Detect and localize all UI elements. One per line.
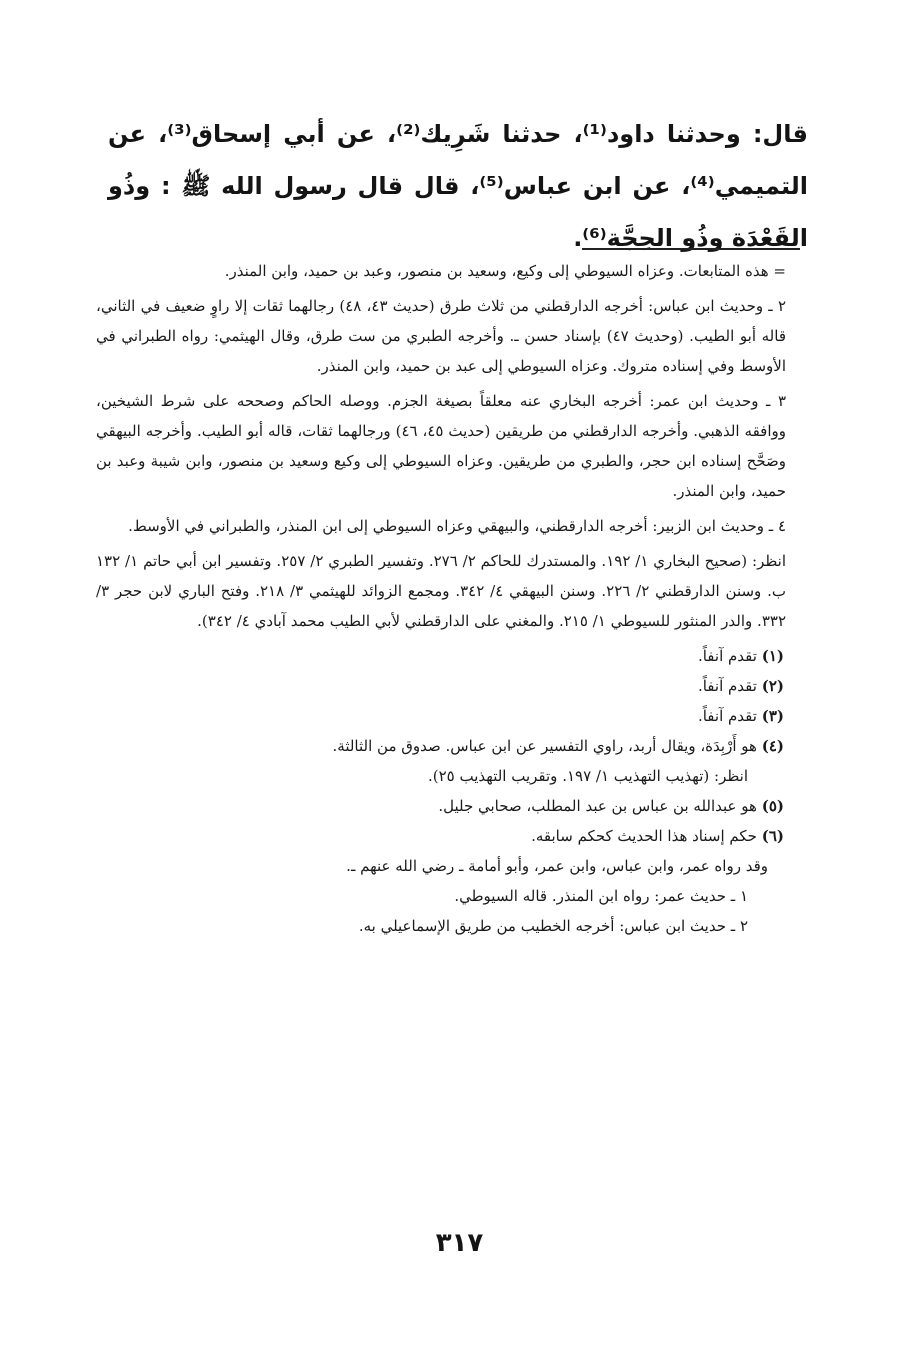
footnote-text: تقدم آنفاً. [697,647,757,665]
footnote-text: تقدم آنفاً. [697,677,757,695]
footnote-6 [96,821,786,851]
footnote-text: هو أَرْبِدَة، ويقال أربد، راوي التفسير عن ابن عباس. صدوق من الثالثة. [332,737,757,755]
footnote-6-detail: ١ ـ حديث عمر: رواه ابن المنذر. قاله السيوطي. [454,887,748,905]
footnote-6-detail: وقد رواه عمر، وابن عباس، وابن عمر، وأبو أمامة ـ رضي الله عنهم ـ. [346,857,768,875]
footnote-number: (١) [761,647,784,665]
footnote-number: (٣) [761,707,784,725]
footnote-4-reference [96,761,786,791]
footnote-number: (٢) [761,677,784,695]
footnote-2 [96,671,786,701]
footnote-3 [96,701,786,731]
footnote-continuation: = هذه المتابعات. وعزاه السيوطي إلى وكيع، وسعيد بن منصور، وعبد بن حميد، وابن المنذر. [224,262,786,280]
main-paragraph: قال: وحدثنا داود⁽¹⁾، حدثنا شَرِيك⁽²⁾، عن أبي إسحاق⁽³⁾، عن التميمي⁽⁴⁾، عن ابن عباس⁽⁵⁾، قال قال رسول الله ﷺ : وذُو القَعْدَة وذُو الحِجَّة⁽⁶⁾. [108,120,808,252]
footnote-text: انظر: (تهذيب التهذيب ١/ ١٩٧. وتقريب التهذيب ٢٥). [428,767,748,785]
footnote-text: هو عبدالله بن عباس بن عبد المطلب، صحابي جليل. [438,797,757,815]
footnote-4 [96,731,786,761]
page-number: ٣١٧ [435,1228,484,1258]
footnote-text: تقدم آنفاً. [697,707,757,725]
footnote-number: (٦) [761,827,784,845]
footnote-5 [96,791,786,821]
footnote-number: (٥) [761,797,784,815]
footnote-6-detail: ٢ ـ حديث ابن عباس: أخرجه الخطيب من طريق الإسماعيلي به. [358,917,748,935]
footnote-separator [582,248,800,250]
footnotes-section [96,256,786,941]
footnote-hadith-4: ٤ ـ وحديث ابن الزبير: أخرجه الدارقطني، والبيهقي وعزاه السيوطي إلى ابن المنذر، والطبراني في الأوسط. [128,517,786,535]
main-text-block [108,108,808,264]
footnote-1 [96,641,786,671]
footnote-hadith-3: ٣ ـ وحديث ابن عمر: أخرجه البخاري عنه معلقاً بصيغة الجزم. ووصله الحاكم وصححه على شرط الشيخين، ووافقه الذهبي. وأخرجه الدارقطني من طريقين (حديث ٤٥، ٤٦) ورجالهما ثقات، قاله أبو الطيب. وأخرجه البيهقي وصَحَّح إسناده ابن حجر، والطبري من طريقين. وعزاه السيوطي إلى وكيع وسعيد بن منصور، وابن شيبة وعبد بن حميد، وابن المنذر. [96,392,786,500]
footnote-references: انظر: (صحيح البخاري ١/ ١٩٢. والمستدرك للحاكم ٢/ ٢٧٦. وتفسير الطبري ٢/ ٢٥٧. وتفسير ابن أبي حاتم ١/ ١٣٢ ب. وسنن الدارقطني ٢/ ٢٢٦. وسنن البيهقي ٤/ ٣٤٢. ومجمع الزوائد للهيثمي ٣/ ٢١٨. وفتح الباري لابن حجر ٣/ ٣٣٢. والدر المنثور للسيوطي ١/ ٢١٥. والمغني على الدارقطني لأبي الطيب محمد آبادي ٤/ ٣٤٢). [96,552,787,630]
footnote-hadith-2: ٢ ـ وحديث ابن عباس: أخرجه الدارقطني من ثلاث طرق (حديث ٤٣، ٤٨) رجالهما ثقات إلا راوٍ ضعيف في الثاني، قاله أبو الطيب. (وحديث ٤٧) بإسناد حسن ـ. وأخرجه الطبري من ست طرق، وقال الهيثمي: رواه الطبراني في الأوسط وفي إسناده متروك. وعزاه السيوطي إلى عبد بن حميد، وابن المنذر. [96,297,786,375]
footnote-number: (٤) [761,737,784,755]
footnote-text: حكم إسناد هذا الحديث كحكم سابقه. [531,827,757,845]
